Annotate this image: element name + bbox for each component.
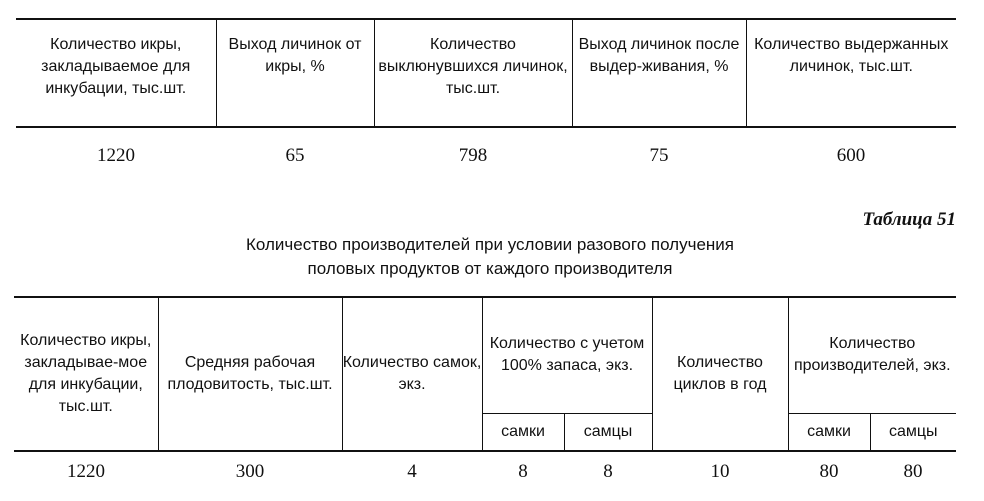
subheader-females-producers: самки xyxy=(788,413,870,451)
value-reserve-males: 8 xyxy=(603,461,613,482)
value-hatched-larvae: 798 xyxy=(458,145,488,166)
table-row xyxy=(16,127,956,184)
caption-line-1: Количество производителей при условии разового получения xyxy=(245,235,735,254)
table-header-row xyxy=(16,19,956,127)
header-females: Количество самок, экз. xyxy=(342,297,482,451)
header-producers: Количество производителей, экз. xyxy=(788,297,956,413)
value-producers-males: 80 xyxy=(903,461,923,482)
value-eggs: 1220 xyxy=(97,145,135,166)
header-hatched-larvae: Количество выклюнувшихся личинок, тыс.шт. xyxy=(374,19,572,127)
table-header-row xyxy=(14,297,956,413)
value-fecundity: 300 xyxy=(235,461,265,482)
producers-table xyxy=(14,296,956,492)
caption-line-2: половых продуктов от каждого производителя xyxy=(307,259,673,278)
header-held-larvae: Количество выдержанных личинок, тыс.шт. xyxy=(746,19,956,127)
value-reserve-females: 8 xyxy=(518,461,528,482)
subheader-males-reserve: самцы xyxy=(564,413,652,451)
header-fecundity: Средняя рабочая плодовитость, тыс.шт. xyxy=(158,297,342,451)
header-larvae-yield: Выход личинок от икры, % xyxy=(216,19,374,127)
table-caption xyxy=(120,233,860,281)
value-females: 4 xyxy=(407,461,417,482)
header-yield-after-holding: Выход личинок после выдер-живания, % xyxy=(572,19,746,127)
subheader-females-reserve: самки xyxy=(482,413,564,451)
value-eggs: 1220 xyxy=(67,461,105,482)
table-number: Таблица 51 xyxy=(862,209,956,230)
value-larvae-yield: 65 xyxy=(285,145,305,166)
table-row xyxy=(14,451,956,492)
header-cycles-per-year: Количество циклов в год xyxy=(652,297,788,451)
header-eggs-for-incubation: Количество икры, закладываемое для инкубации, тыс.шт. xyxy=(16,19,216,127)
header-eggs-for-incubation: Количество икры, закладывае-мое для инкубации, тыс.шт. xyxy=(14,297,158,451)
subheader-males-producers: самцы xyxy=(870,413,956,451)
incubation-table xyxy=(16,18,956,184)
value-held-larvae: 600 xyxy=(836,145,866,166)
value-producers-females: 80 xyxy=(819,461,839,482)
value-cycles: 10 xyxy=(710,461,730,482)
header-with-reserve: Количество с учетом 100% запаса, экз. xyxy=(482,297,652,413)
value-yield-after-holding: 75 xyxy=(649,145,669,166)
